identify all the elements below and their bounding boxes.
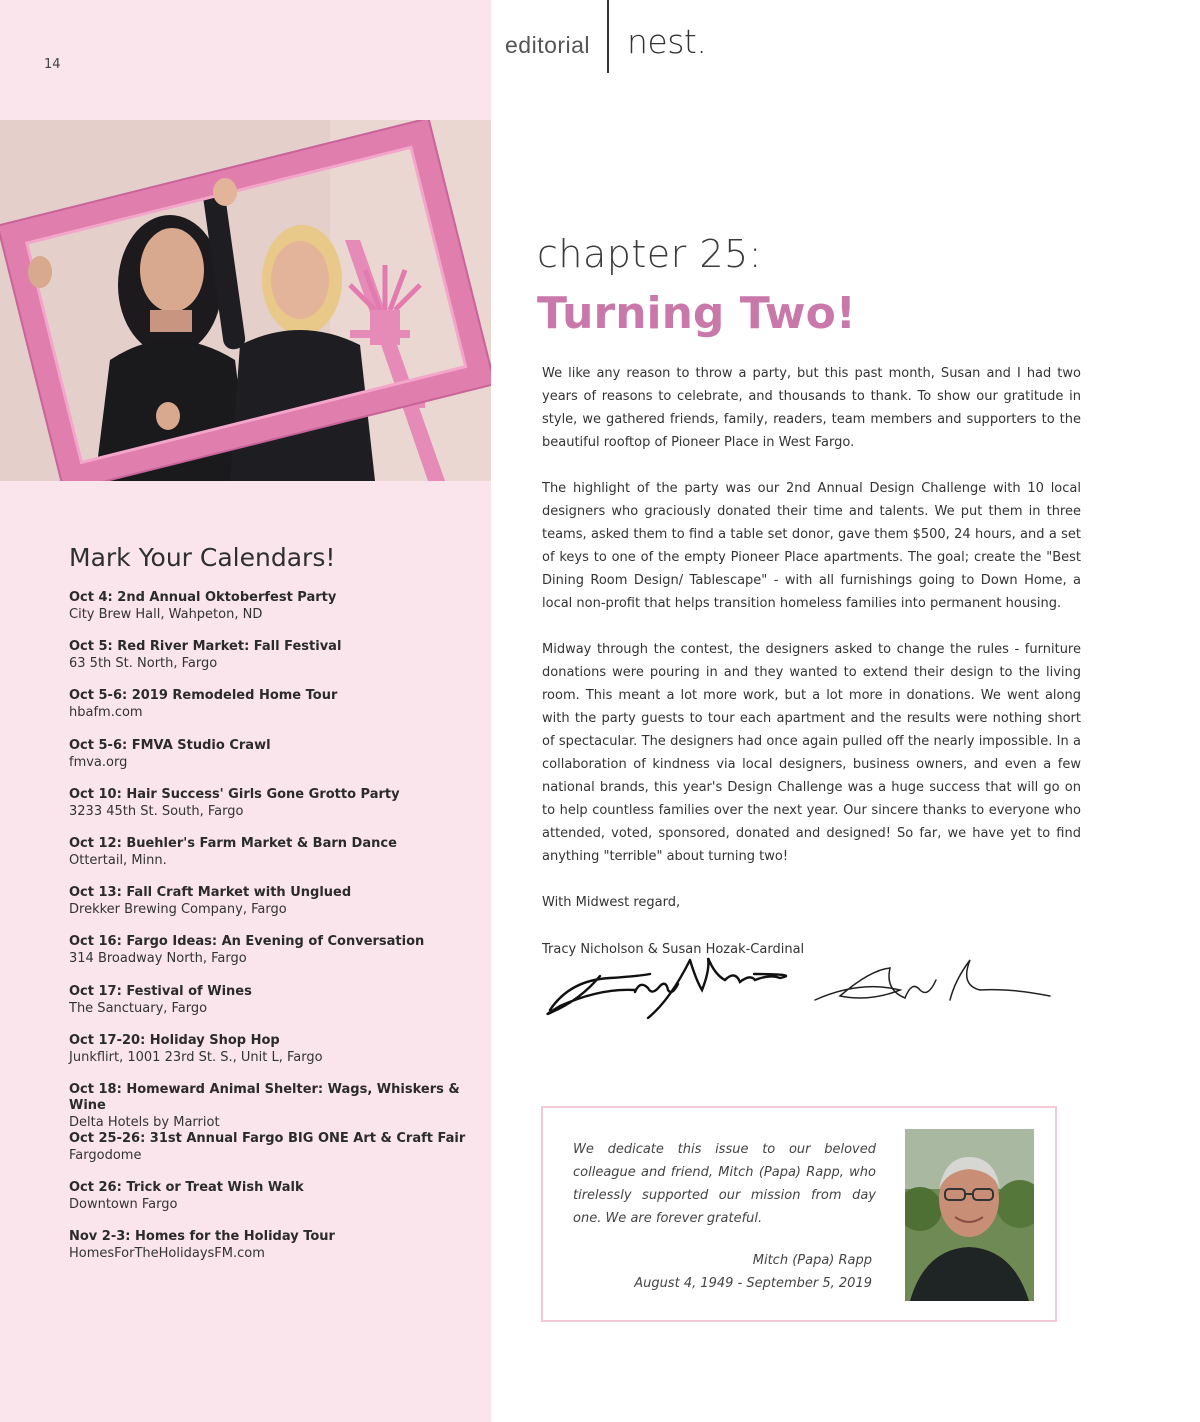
event-location: Downtown Fargo (69, 1197, 178, 1213)
calendar-item (69, 1229, 479, 1278)
calendar-item (69, 836, 479, 885)
calendar-item (69, 738, 479, 787)
signature-tracy (548, 958, 787, 1018)
event-location: 63 5th St. North, Fargo (69, 656, 218, 672)
event-title: Oct 10: Hair Success' Girls Gone Grotto Party (69, 786, 400, 802)
dedication-name: Mitch (Papa) Rapp (752, 1253, 872, 1268)
event-title: Oct 5: Red River Market: Fall Festival (69, 639, 342, 655)
event-title: Oct 5-6: FMVA Studio Crawl (69, 737, 271, 753)
event-location: The Sanctuary, Fargo (69, 1000, 208, 1016)
calendar-title: Mark Your Calendars! (69, 543, 336, 572)
article-paragraph: The highlight of the party was our 2nd Annual Design Challenge with 10 local designers who graciously donated their time and talents. We put them in three teams, asked them to find a table set donor, gave them $500, 24 hours, and a set of keys to one of the empty Pioneer Place apartments. The goal; create the "Best Dining Room Design/ Tablescape" - with all furnishings going to Down Home, a local non-profit that helps transition homeless families into permanent housing. (542, 481, 1081, 611)
article-body (542, 362, 1081, 985)
page-number: 14 (44, 57, 61, 72)
section-label: editorial (505, 32, 591, 58)
event-location: Fargodome (69, 1148, 142, 1164)
event-title: Oct 17: Festival of Wines (69, 983, 252, 999)
signatures (540, 940, 1080, 1030)
event-location: Ottertail, Minn. (69, 852, 167, 868)
event-location: City Brew Hall, Wahpeton, ND (69, 607, 263, 622)
calendar-item (69, 885, 479, 934)
closing-line: With Midwest regard, (542, 895, 681, 910)
event-location: Drekker Brewing Company, Fargo (69, 902, 287, 918)
calendar-item (69, 1180, 479, 1229)
event-location: fmva.org (69, 754, 128, 770)
event-title: Oct 26: Trick or Treat Wish Walk (69, 1180, 304, 1196)
calendar-list (69, 590, 479, 1279)
header-photo (0, 120, 491, 481)
event-location: hbafm.com (69, 705, 143, 721)
article-paragraph: Midway through the contest, the designers asked to change the rules - furniture donations were pouring in and they wanted to extend their design to the living room. This meant a lot more work, but a lot more in donations. We went along with the party guests to tour each apartment and the results were nothing short of spectacular. The designers had once again pulled off the nearly impossible. In a collaboration of kindness via local designers, business owners, and even a few national brands, this year's Design Challenge was a huge success that will go on to help countless families over the next year. Our sincere thanks to everyone who attended, voted, sponsored, donated and designed! So far, we have yet to find anything "terrible" about turning two! (542, 642, 1081, 864)
magazine-logo: nest. (627, 22, 707, 61)
calendar-item (69, 1033, 479, 1082)
event-title: Oct 5-6: 2019 Remodeled Home Tour (69, 688, 338, 704)
event-title: Oct 4: 2nd Annual Oktoberfest Party (69, 590, 337, 605)
article-headline: Turning Two! (537, 288, 856, 339)
calendar-item (69, 1131, 479, 1180)
portrait-photo (905, 1129, 1034, 1301)
calendar-item (69, 984, 479, 1033)
signature-susan (815, 960, 1050, 1000)
article-paragraph: We like any reason to throw a party, but this past month, Susan and I had two years of reasons to celebrate, and thousands to thank. To show our gratitude in style, we gathered friends, family, readers, team members and supporters to the beautiful rooftop of Pioneer Place in West Fargo. (542, 366, 1081, 450)
event-title: Oct 16: Fargo Ideas: An Evening of Conversation (69, 934, 425, 950)
event-title: Oct 12: Buehler's Farm Market & Barn Dance (69, 835, 397, 851)
event-title: Oct 17-20: Holiday Shop Hop (69, 1032, 280, 1048)
dedication-dates: August 4, 1949 - September 5, 2019 (634, 1276, 872, 1291)
dedication-text: We dedicate this issue to our beloved colleague and friend, Mitch (Papa) Rapp, who tirelessly supported our mission from day one. We are forever grateful. (573, 1142, 876, 1226)
calendar-item (69, 590, 479, 639)
event-location: Delta Hotels by Marriot (69, 1114, 220, 1130)
event-location: 314 Broadway North, Fargo (69, 951, 247, 967)
calendar-item (69, 639, 479, 688)
event-title: Oct 25-26: 31st Annual Fargo BIG ONE Art & Craft Fair (69, 1131, 466, 1147)
event-location: Junkflirt, 1001 23rd St. S., Unit L, Fargo (69, 1049, 323, 1065)
event-title: Nov 2-3: Homes for the Holiday Tour (69, 1229, 335, 1245)
chapter-title: chapter 25: (537, 232, 763, 276)
event-location: HomesForTheHolidaysFM.com (69, 1246, 265, 1262)
authors-line: Tracy Nicholson & Susan Hozak-Cardinal (542, 942, 805, 957)
event-title: Oct 13: Fall Craft Market with Unglued (69, 885, 352, 901)
calendar-item (69, 787, 479, 836)
masthead-divider (607, 0, 609, 73)
calendar-item (69, 934, 479, 983)
event-location: 3233 45th St. South, Fargo (69, 803, 244, 819)
event-title: Oct 18: Homeward Animal Shelter: Wags, Whiskers & Wine (69, 1081, 460, 1113)
calendar-item (69, 1082, 479, 1131)
dedication-box (541, 1106, 1057, 1322)
calendar-item (69, 688, 479, 737)
